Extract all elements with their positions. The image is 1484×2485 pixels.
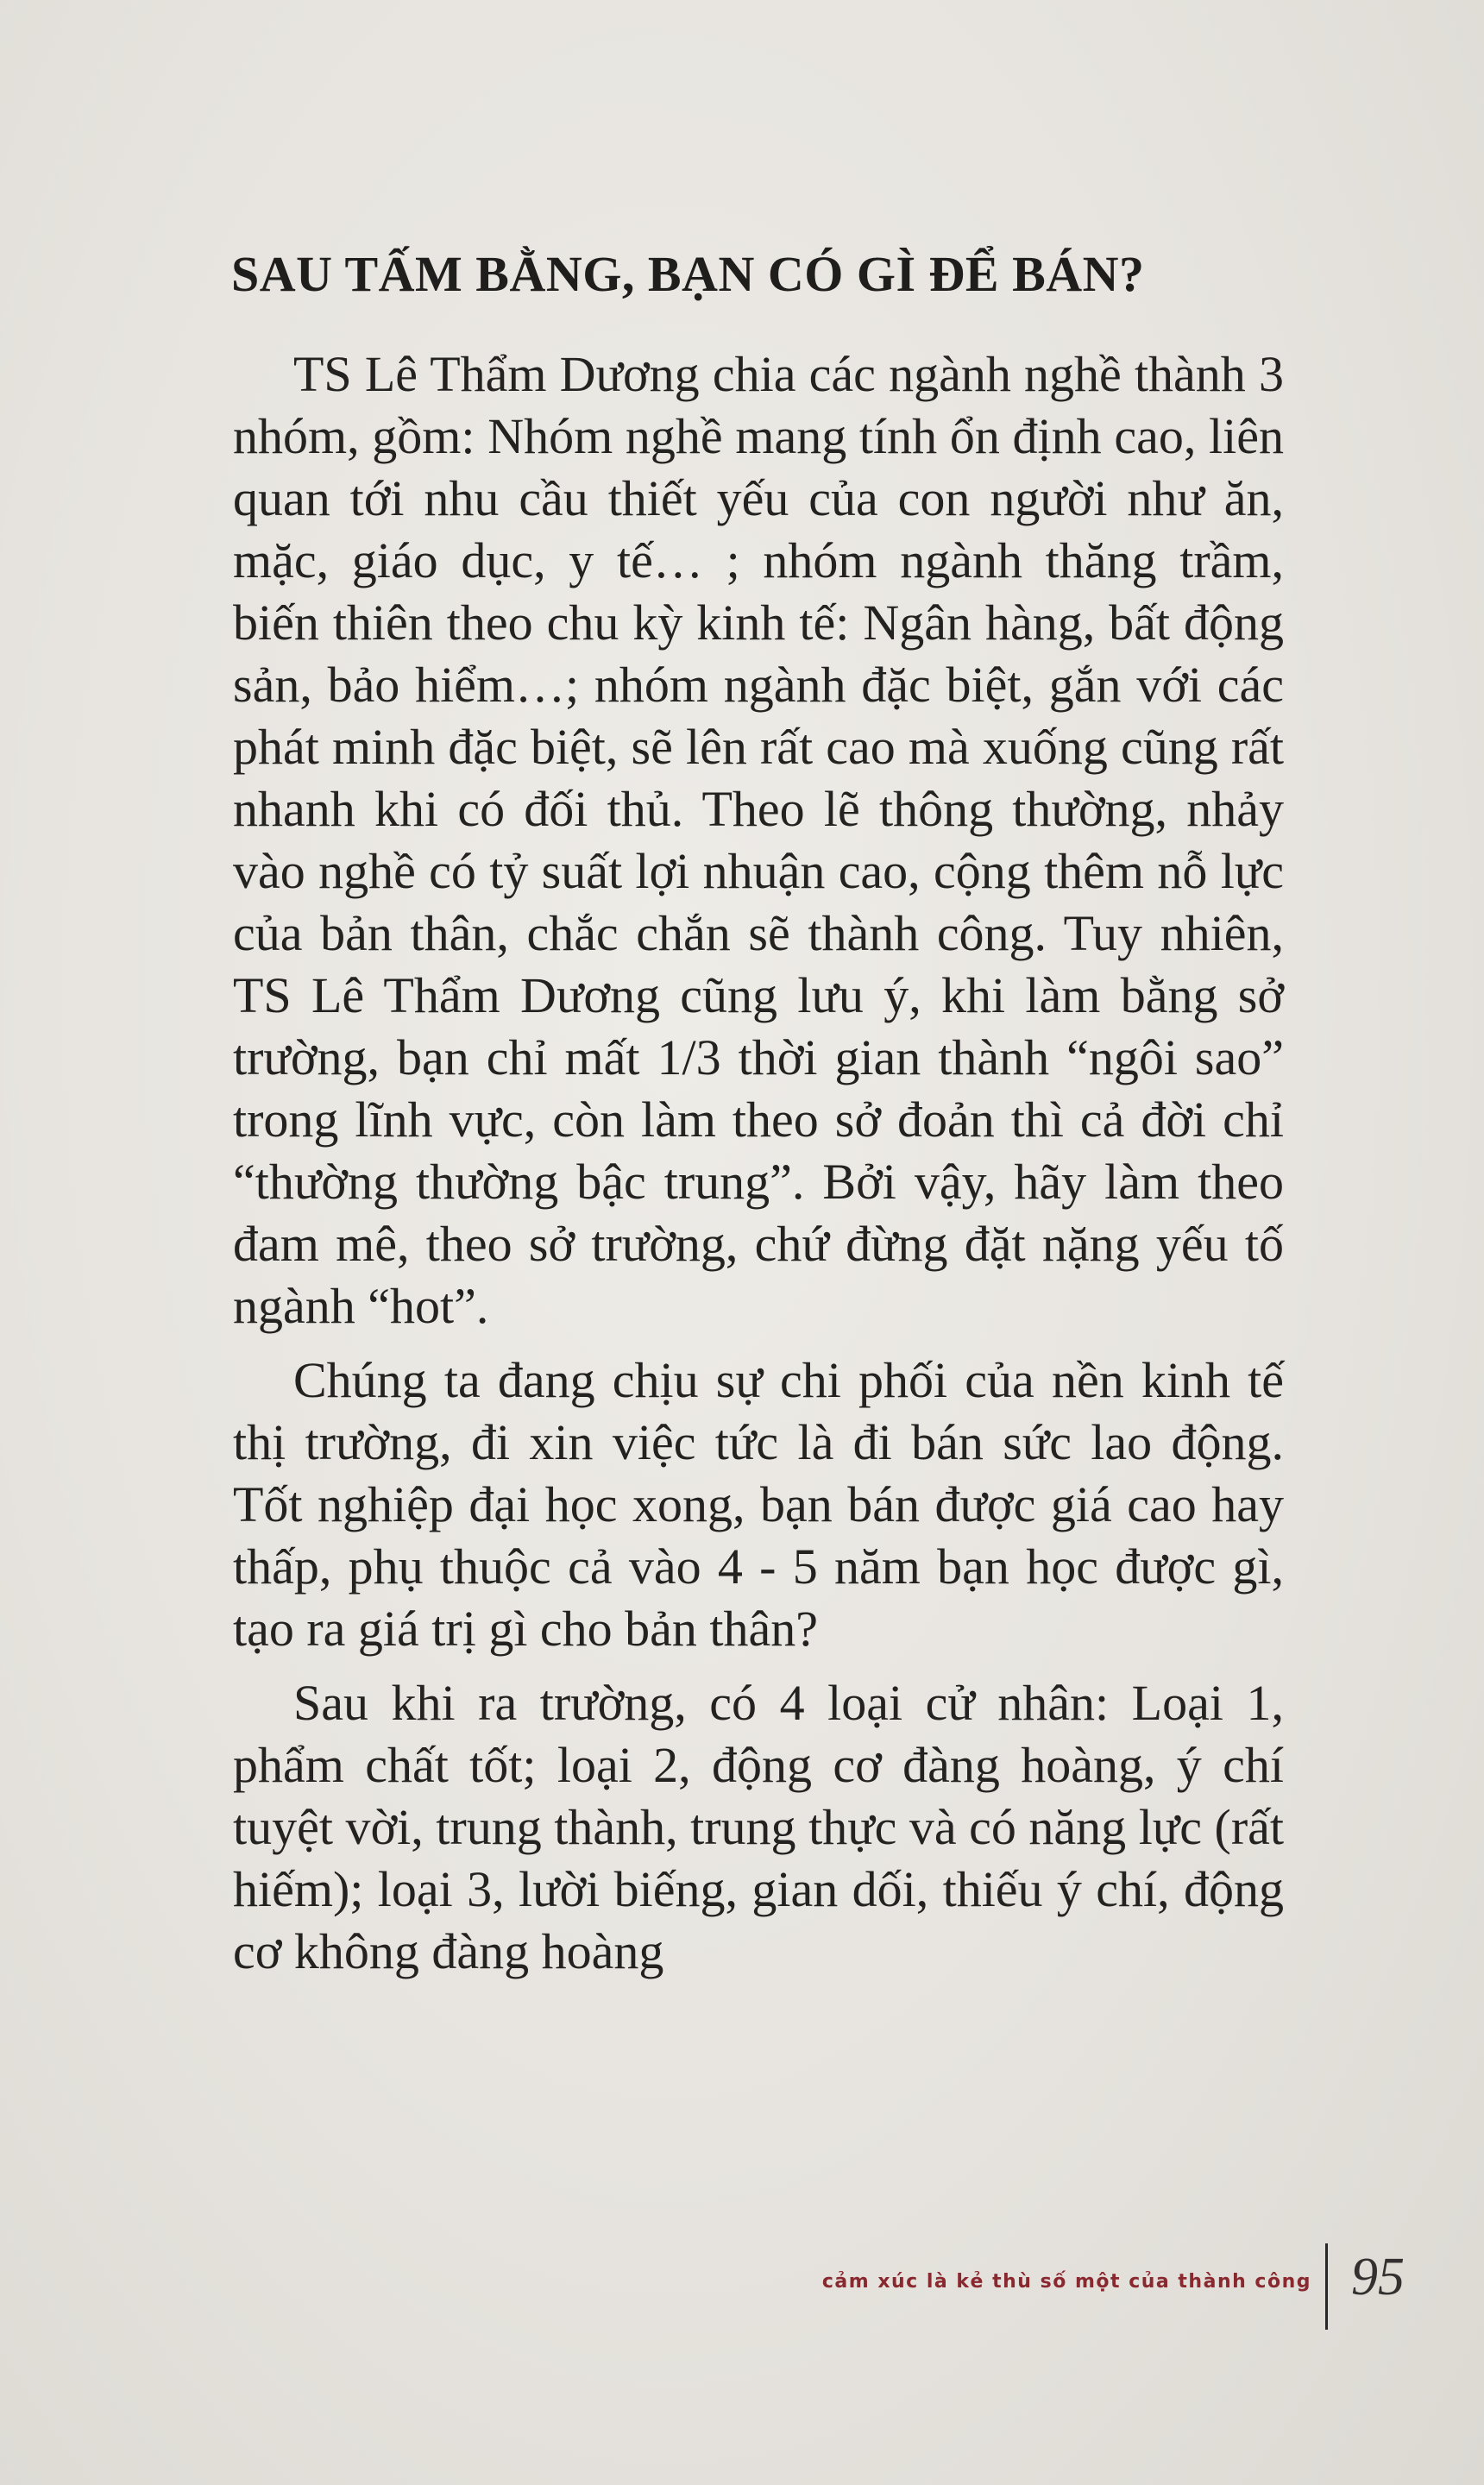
page-footer — [0, 2243, 1484, 2330]
paragraph-2: Chúng ta đang chịu sự chi phối của nền kinh tế thị trường, đi xin việc tức là đi bán sức lao động. Tốt nghiệp đại học xong, bạn bán được giá cao hay thấp, phụ thuộc cả vào 4 - 5 năm bạn học được gì, tạo ra giá trị gì cho bản thân? — [233, 1352, 1284, 1657]
page-number: 95 — [1351, 2248, 1405, 2306]
section-heading: SAU TẤM BẰNG, BẠN CÓ GÌ ĐỂ BÁN? — [231, 246, 1145, 302]
body-text — [233, 343, 1284, 1995]
footer-divider — [1325, 2243, 1328, 2330]
paragraph-1: TS Lê Thẩm Dương chia các ngành nghề thành 3 nhóm, gồm: Nhóm nghề mang tính ổn định cao, liên quan tới nhu cầu thiết yếu của con người như ăn, mặc, giáo dục, y tế… ; nhóm ngành thăng trầm, biến thiên theo chu kỳ kinh tế: Ngân hàng, bất động sản, bảo hiểm…; nhóm ngành đặc biệt, gắn với các phát minh đặc biệt, sẽ lên rất cao mà xuống cũng rất nhanh khi có đối thủ. Theo lẽ thông thường, nhảy vào nghề có tỷ suất lợi nhuận cao, cộng thêm nỗ lực của bản thân, chắc chắn sẽ thành công. Tuy nhiên, TS Lê Thẩm Dương cũng lưu ý, khi làm bằng sở trường, bạn chỉ mất 1/3 thời gian thành “ngôi sao” trong lĩnh vực, còn làm theo sở đoản thì cả đời chỉ “thường thường bậc trung”. Bởi vậy, hãy làm theo đam mê, theo sở trường, chứ đừng đặt nặng yếu tố ngành “hot”. — [233, 346, 1284, 1334]
running-title: cảm xúc là kẻ thù số một của thành công — [821, 2271, 1311, 2293]
paragraph-3: Sau khi ra trường, có 4 loại cử nhân: Loại 1, phẩm chất tốt; loại 2, động cơ đàng hoàng, ý chí tuyệt vời, trung thành, trung thực và có năng lực (rất hiếm); loại 3, lười biếng, gian dối, thiếu ý chí, động cơ không đàng hoàng — [233, 1675, 1284, 1979]
